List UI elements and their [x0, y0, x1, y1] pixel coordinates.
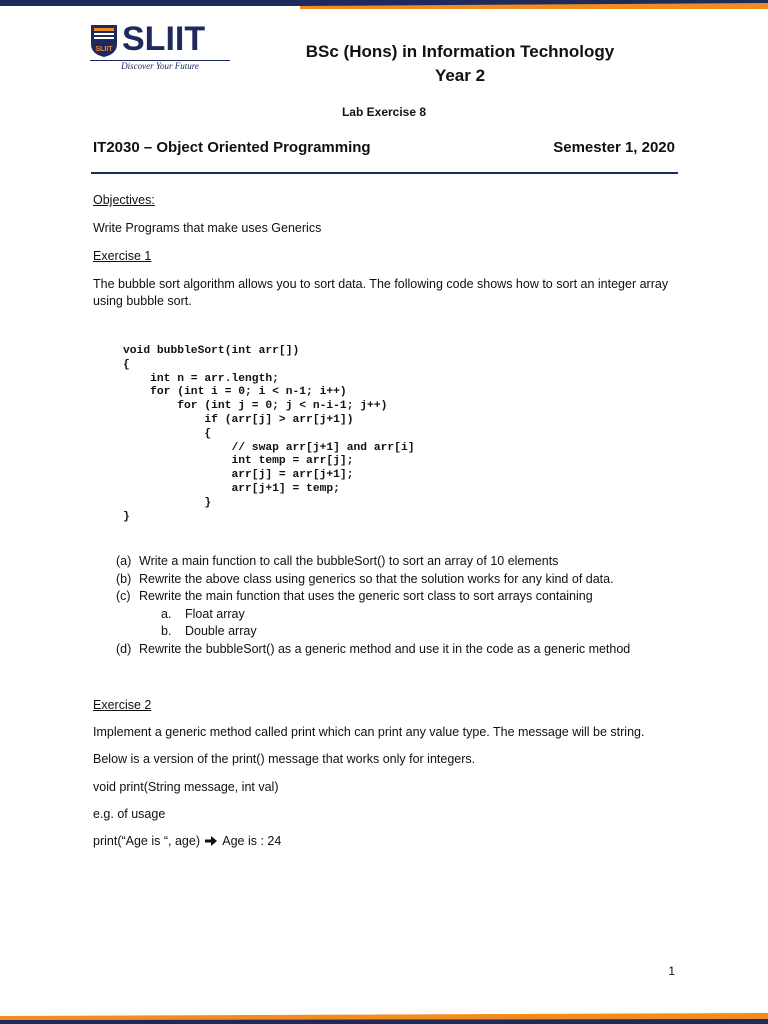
header-band — [0, 0, 768, 12]
logo-wordmark: SLIIT — [122, 20, 206, 58]
objectives-text: Write Programs that make uses Generics — [93, 221, 322, 235]
shield-text: SLIIT — [95, 46, 113, 53]
list-item: (b) Rewrite the above class using generics so that the solution works for any kind of data. — [116, 571, 614, 586]
sliit-logo — [90, 20, 230, 72]
exercise2-line1: Implement a generic method called print which can print any value type. The message will be string. — [93, 725, 645, 739]
objectives-heading: Objectives: — [93, 193, 155, 207]
exercise2-line2: Below is a version of the print() message that works only for integers. — [93, 752, 476, 766]
list-item: (d) Rewrite the bubbleSort() as a generic method and use it in the code as a generic method — [116, 641, 631, 656]
logo-tagline: Discover Your Future — [121, 61, 199, 71]
exercise2-signature: void print(String message, int val) — [93, 780, 279, 794]
usage-call: print(“Age is “, age) — [93, 834, 200, 848]
list-item: (c) Rewrite the main function that uses the generic sort class to sort arrays containing — [116, 589, 593, 603]
usage-result: Age is : 24 — [222, 834, 282, 848]
course-title: IT2030 – Object Oriented Programming — [93, 139, 371, 156]
exercise2-usage-example — [93, 833, 281, 850]
exercise1-heading: Exercise 1 — [93, 249, 152, 263]
list-item: a. Float array — [161, 606, 245, 621]
year-title: Year 2 — [434, 66, 486, 85]
exercise2-heading: Exercise 2 — [93, 698, 152, 712]
semester-label: Semester 1, 2020 — [553, 139, 675, 156]
right-arrow-icon — [205, 836, 217, 846]
degree-title: BSc (Hons) in Information Technology — [305, 42, 615, 61]
bubble-sort-code: void bubbleSort(int arr[]) { int n = arr.length; for (int i = 0; i < n-1; i++) for (int j = 0; j < n-i-1; j++) if (arr[j] > arr[j+1]) { // swap arr[j+1] and arr[i] int temp = arr[j]; arr[j] = arr[j+1]; arr[j+1] = temp; } } — [123, 345, 415, 523]
header-rule — [91, 172, 678, 174]
list-item: b. Double array — [161, 624, 257, 638]
footer-band — [0, 1012, 768, 1024]
shield-icon — [90, 24, 118, 58]
list-item: (a) Write a main function to call the bubbleSort() to sort an array of 10 elements — [116, 554, 559, 568]
exercise2-usage-heading: e.g. of usage — [93, 807, 166, 821]
page-number: 1 — [668, 964, 675, 978]
exercise1-questions — [116, 553, 630, 658]
exercise1-intro: The bubble sort algorithm allows you to sort data. The following code shows how to sort an integer array using bubble sort. — [93, 277, 669, 308]
lab-title: Lab Exercise 8 — [341, 105, 427, 119]
